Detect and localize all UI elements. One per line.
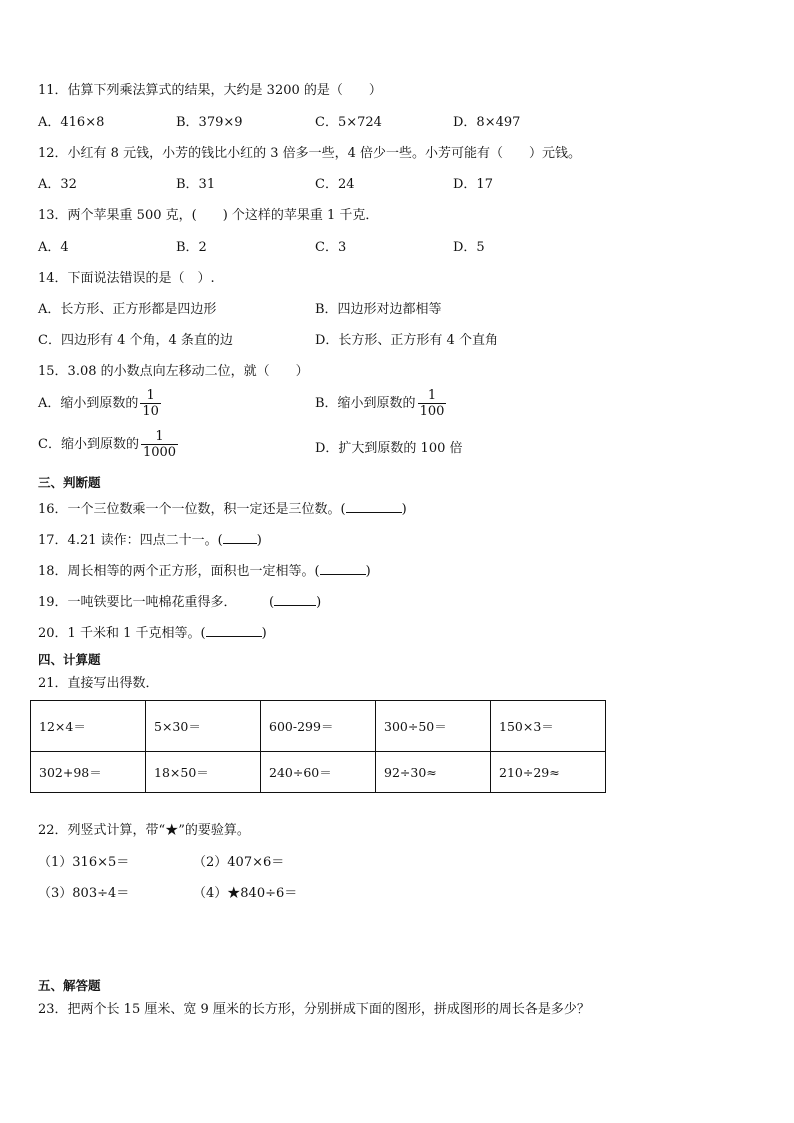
fraction-numerator: 1	[427, 388, 437, 403]
judge-item-20	[38, 624, 267, 642]
q22-item-1: （1）316×5＝	[38, 855, 130, 870]
question-13-stem: 13．两个苹果重 500 克，( ) 个这样的苹果重 1 千克．	[38, 208, 379, 223]
table-cell[interactable]: 300÷50＝	[376, 701, 491, 752]
q15-option-a-prefix: A．缩小到原数的	[38, 396, 139, 411]
q14-option-d: D．长方形、正方形有 4 个直角	[315, 333, 498, 348]
question-14-stem: 14．下面说法错误的是（ ）.	[38, 271, 215, 286]
judge-item-close: )	[256, 533, 262, 548]
judge-item-16	[38, 500, 407, 518]
question-15-stem: 15．3.08 的小数点向左移动二位，就（ ）	[38, 364, 309, 379]
q12-option-d: D．17	[453, 177, 493, 192]
answer-blank[interactable]	[320, 562, 366, 575]
q15-option-a	[38, 388, 161, 419]
q13-option-c: C．3	[315, 240, 347, 255]
judge-item-close: )	[316, 595, 322, 610]
q11-option-b: B．379×9	[176, 115, 243, 130]
judge-item-text: 20．1 千米和 1 千克相等。(	[38, 626, 206, 641]
fraction-denominator: 10	[142, 404, 159, 419]
q11-option-d: D．8×497	[453, 115, 521, 130]
table-cell[interactable]: 150×3＝	[491, 701, 606, 752]
judge-item-18	[38, 562, 371, 580]
table-cell[interactable]: 302+98＝	[31, 752, 146, 793]
q22-item-3: （3）803÷4＝	[38, 886, 130, 901]
q12-option-a: A．32	[38, 177, 77, 192]
answer-blank[interactable]	[206, 624, 262, 637]
judge-item-text: 17．4.21 读作：四点二十一。(	[38, 533, 223, 548]
q14-option-c: C．四边形有 4 个角，4 条直的边	[38, 333, 233, 348]
mental-math-table	[30, 700, 606, 793]
q14-option-b: B．四边形对边都相等	[315, 302, 442, 317]
table-cell[interactable]: 600-299＝	[261, 701, 376, 752]
judge-item-text: 19．一吨铁要比一吨棉花重得多． (	[38, 595, 275, 610]
q15-option-b-prefix: B．缩小到原数的	[315, 396, 416, 411]
section-heading-calculation: 四、计算题	[38, 652, 101, 667]
answer-blank[interactable]	[346, 500, 402, 513]
answer-blank[interactable]	[274, 593, 316, 606]
table-row	[31, 752, 606, 793]
fraction-numerator: 1	[146, 388, 155, 403]
q15-option-a-fraction	[140, 388, 161, 419]
section-heading-judgement: 三、判断题	[38, 475, 101, 490]
judge-item-text: 16．一个三位数乘一个一位数，积一定还是三位数。(	[38, 502, 346, 517]
table-cell[interactable]: 12×4＝	[31, 701, 146, 752]
q15-option-c-fraction	[141, 429, 178, 460]
q22-item-2: （2）407×6＝	[193, 855, 285, 870]
fraction-numerator: 1	[155, 429, 164, 444]
judge-item-close: )	[261, 626, 267, 641]
q15-option-c-prefix: C．缩小到原数的	[38, 437, 139, 452]
table-row	[31, 701, 606, 752]
table-cell[interactable]: 210÷29≈	[491, 752, 606, 793]
q11-option-c: C．5×724	[315, 115, 382, 130]
judge-item-17	[38, 531, 262, 549]
q15-option-b	[315, 388, 446, 419]
q11-option-a: A．416×8	[38, 115, 105, 130]
question-11-stem: 11．估算下列乘法算式的结果，大约是 3200 的是（ ）	[38, 83, 382, 98]
q22-item-4: （4）★840÷6＝	[193, 886, 298, 901]
question-12-stem: 12．小红有 8 元钱，小芳的钱比小红的 3 倍多一些，4 倍少一些。小芳可能有（ ）元钱。	[38, 146, 582, 161]
q13-option-d: D．5	[453, 240, 485, 255]
question-21-stem: 21．直接写出得数．	[38, 676, 159, 691]
q15-option-c	[38, 429, 178, 460]
table-cell[interactable]: 92÷30≈	[376, 752, 491, 793]
section-heading-word-problems: 五、解答题	[38, 978, 101, 993]
judge-item-text: 18．周长相等的两个正方形，面积也一定相等。(	[38, 564, 320, 579]
answer-blank[interactable]	[223, 531, 257, 544]
q13-option-b: B．2	[176, 240, 207, 255]
q12-option-b: B．31	[176, 177, 216, 192]
question-22-stem: 22．列竖式计算，带“★”的要验算。	[38, 823, 250, 838]
q14-option-a: A．长方形、正方形都是四边形	[38, 302, 217, 317]
q12-option-c: C．24	[315, 177, 355, 192]
table-cell[interactable]: 18×50＝	[146, 752, 261, 793]
q15-option-d: D．扩大到原数的 100 倍	[315, 441, 463, 456]
fraction-denominator: 1000	[142, 445, 177, 460]
judge-item-19	[38, 593, 321, 611]
q15-option-b-fraction	[418, 388, 447, 419]
question-23-stem: 23．把两个长 15 厘米、宽 9 厘米的长方形，分别拼成下面的图形，拼成图形的周长各是多少？	[38, 1002, 590, 1017]
fraction-denominator: 100	[419, 404, 445, 419]
table-cell[interactable]: 240÷60＝	[261, 752, 376, 793]
judge-item-close: )	[365, 564, 371, 579]
q13-option-a: A．4	[38, 240, 69, 255]
judge-item-close: )	[401, 502, 407, 517]
table-cell[interactable]: 5×30＝	[146, 701, 261, 752]
